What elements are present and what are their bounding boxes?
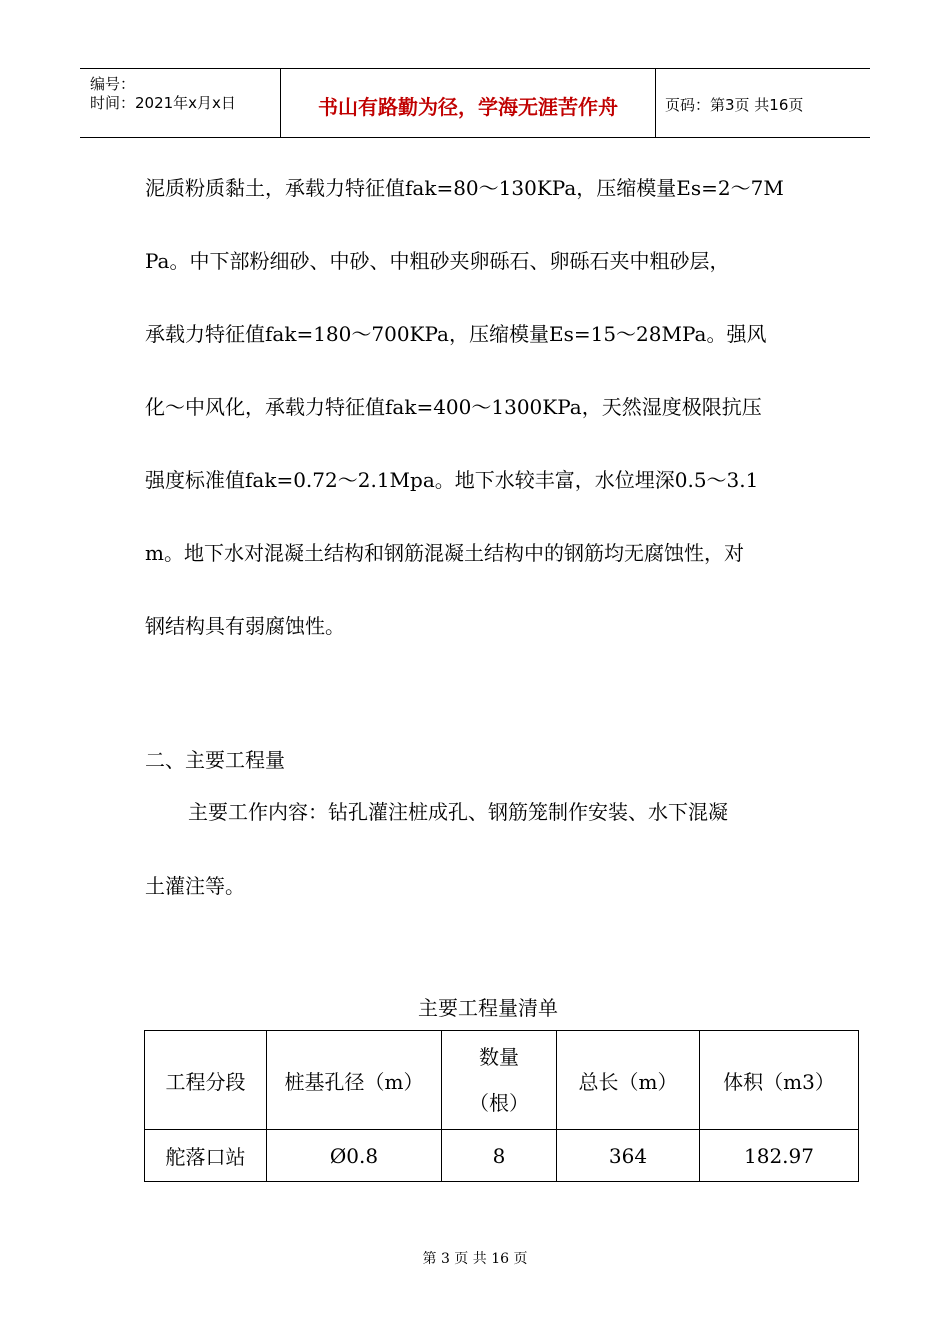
header-page-number: 页码：第3页 共16页 (665, 96, 804, 114)
cell-total-length: 364 (557, 1130, 700, 1182)
header-motto-cell (280, 69, 656, 137)
header-motto: 书山有路勤为径，学海无涯苦作舟 (318, 95, 618, 119)
page-header (80, 68, 870, 138)
header-meta-cell (80, 69, 280, 137)
header-quantity-line1: 数量 (479, 1045, 519, 1069)
table-caption: 主要工程量清单 (418, 996, 558, 1020)
header-segment: 工程分段 (145, 1031, 267, 1130)
section-content-line: 土灌注等。 (145, 874, 245, 898)
geology-paragraph (145, 152, 810, 663)
header-quantity (442, 1031, 557, 1130)
section-heading: 二、主要工程量 (145, 748, 285, 772)
paragraph-line: 承载力特征值fak=180～700KPa，压缩模量Es=15～28MPa。强风 (145, 322, 767, 346)
cell-volume: 182.97 (700, 1130, 859, 1182)
table-row (145, 1130, 859, 1182)
paragraph-line: m。地下水对混凝土结构和钢筋混凝土结构中的钢筋均无腐蚀性，对 (145, 541, 744, 565)
paragraph-line: 化～中风化，承载力特征值fak=400～1300KPa，天然湿度极限抗压 (145, 395, 762, 419)
header-volume: 体积（m3） (700, 1031, 859, 1130)
paragraph-line: 泥质粉质黏土，承载力特征值fak=80～130KPa，压缩模量Es=2～7M (145, 176, 784, 200)
header-diameter: 桩基孔径（m） (267, 1031, 442, 1130)
cell-segment: 舵落口站 (145, 1130, 267, 1182)
cell-quantity: 8 (442, 1130, 557, 1182)
section-content-line: 主要工作内容：钻孔灌注桩成孔、钢筋笼制作安装、水下混凝 (188, 800, 728, 824)
paragraph-line: 钢结构具有弱腐蚀性。 (145, 614, 345, 638)
paragraph-line: Pa。中下部粉细砂、中砂、中粗砂夹卵砾石、卵砾石夹中粗砂层， (145, 249, 730, 273)
document-number-label: 编号： (90, 75, 136, 93)
header-total-length: 总长（m） (557, 1031, 700, 1130)
page-footer: 第 3 页 共 16 页 (422, 1251, 528, 1267)
paragraph-line: 强度标准值fak=0.72～2.1Mpa。地下水较丰富，水位埋深0.5～3.1 (145, 468, 759, 492)
quantity-table (144, 1030, 859, 1182)
document-time-label: 时间：2021年x月x日 (90, 94, 236, 112)
header-quantity-line2: （根） (469, 1091, 529, 1115)
table-header-row (145, 1031, 859, 1130)
header-page-cell (655, 69, 870, 137)
cell-diameter: Ø0.8 (267, 1130, 442, 1182)
